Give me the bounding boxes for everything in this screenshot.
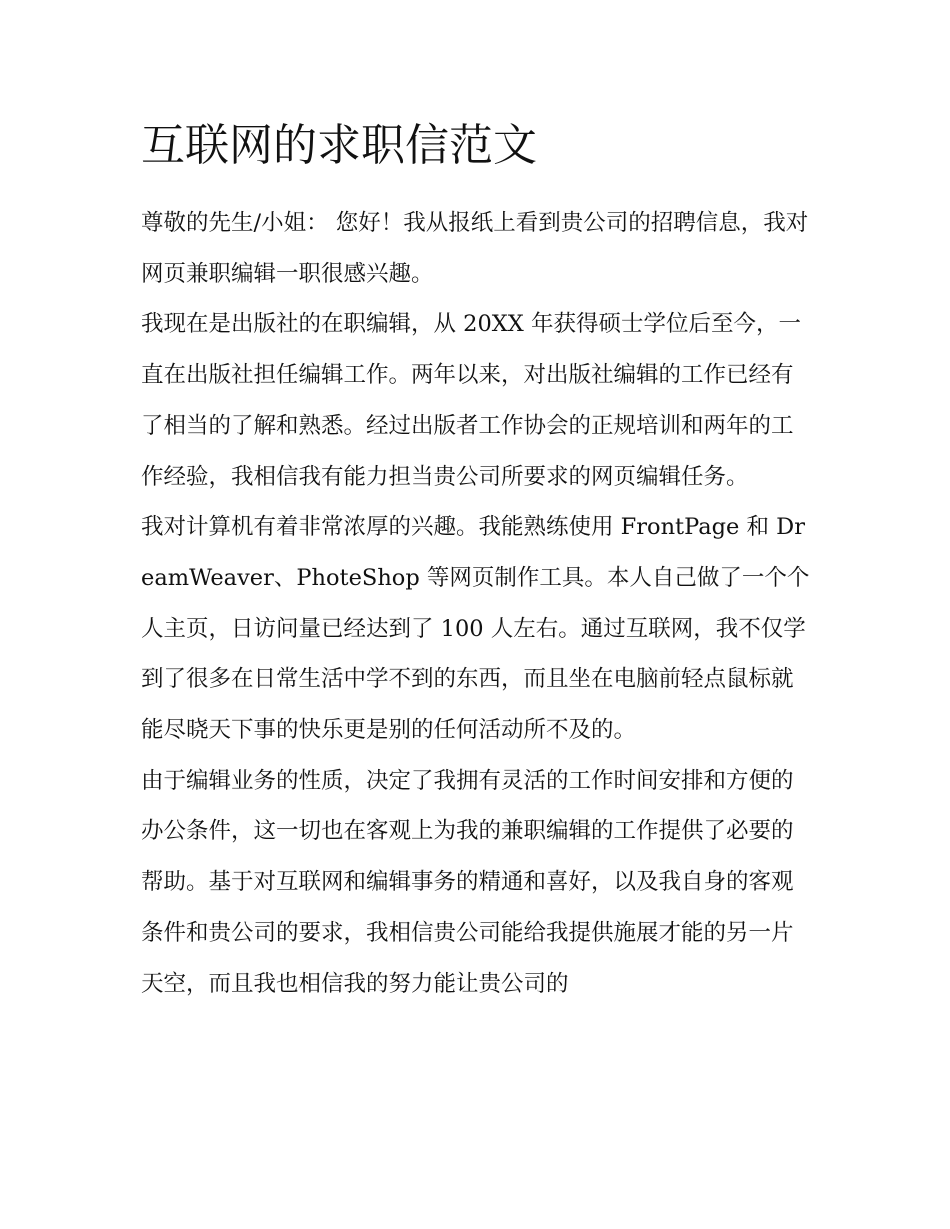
document-content (141, 114, 813, 1009)
paragraph-conditions: 由于编辑业务的性质，决定了我拥有灵活的工作时间安排和方便的办公条件，这一切也在客观上为我的兼职编辑的工作提供了必要的帮助。基于对互联网和编辑事务的精通和喜好，以及我自身的客观条件和贵公司的要求，我相信贵公司能给我提供施展才能的另一片天空，而且我也相信我的努力能让贵公司的 (141, 767, 794, 997)
document-title: 互联网的求职信范文 (141, 120, 537, 171)
paragraph-greeting: 尊敬的先生/小姐： 您好！我从报纸上看到贵公司的招聘信息，我对网页兼职编辑一职很感兴趣。 (141, 210, 809, 287)
document-body (141, 198, 813, 1009)
paragraph-experience: 我现在是出版社的在职编辑，从 20XX 年获得硕士学位后至今，一直在出版社担任编辑工作。两年以来，对出版社编辑的工作已经有了相当的了解和熟悉。经过出版者工作协会的正规培训和两年的工作经验，我相信我有能力担当贵公司所要求的网页编辑任务。 (141, 311, 801, 490)
paragraph-computer-skills: 我对计算机有着非常浓厚的兴趣。我能熟练使用 FrontPage 和 DreamWeaver、PhoteShop 等网页制作工具。本人自己做了一个个人主页，日访问量已经达到了 100 人左右。通过互联网，我不仅学到了很多在日常生活中学不到的东西，而且坐在电脑前轻点鼠标就能尽晓天下事的快乐更是别的任何活动所不及的。 (141, 514, 810, 744)
